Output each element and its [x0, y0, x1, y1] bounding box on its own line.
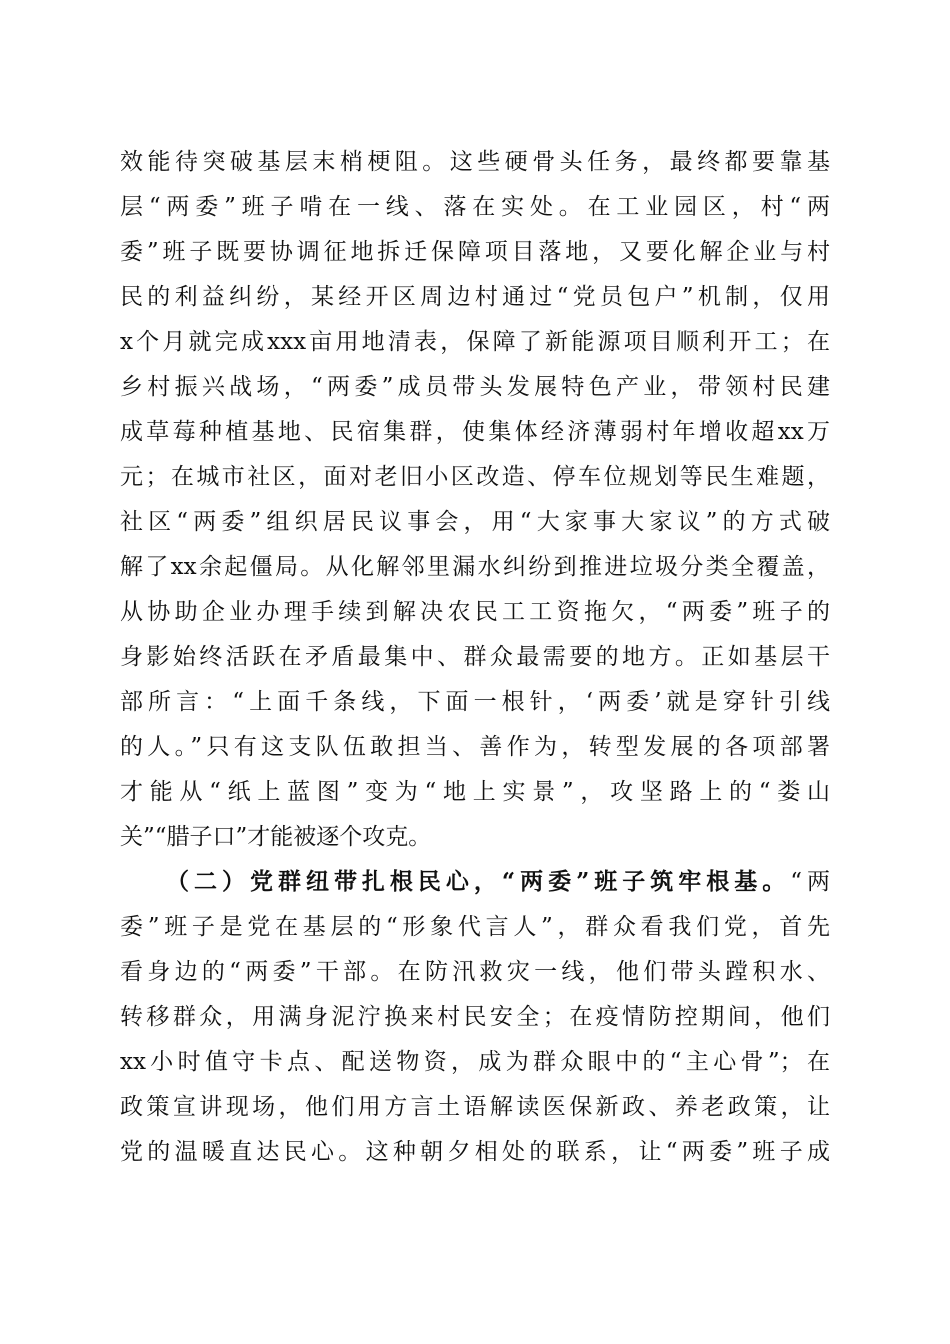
text-line: 成草莓种植基地、民宿集群，使集体经济薄弱村年增收超xx万	[120, 419, 830, 445]
text-line: xx小时值守卡点、配送物资，成为群众眼中的“主心骨”；在	[120, 1049, 830, 1075]
text-line: 身影始终活跃在矛盾最集中、群众最需要的地方。正如基层干	[120, 644, 830, 670]
text-line: 看身边的“两委”干部。在防汛救灾一线，他们带头蹚积水、	[120, 959, 830, 985]
text-line: 元；在城市社区，面对老旧小区改造、停车位规划等民生难题，	[120, 464, 830, 490]
text-line: 委”班子是党在基层的“形象代言人”，群众看我们党，首先	[120, 914, 830, 940]
section-heading: （二）党群纽带扎根民心，“两委”班子筑牢根基。	[166, 868, 791, 895]
section-heading-line	[166, 860, 830, 904]
text-line: 社区“两委”组织居民议事会，用“大家事大家议”的方式破	[120, 509, 830, 535]
text-line: 转移群众，用满身泥泞换来村民安全；在疫情防控期间，他们	[120, 1004, 830, 1030]
text-line: 部所言：“上面千条线，下面一根针，‘两委’就是穿针引线	[120, 689, 830, 715]
text-line: 层“两委”班子啃在一线、落在实处。在工业园区，村“两	[120, 194, 830, 220]
text-line: x个月就完成xxx亩用地清表，保障了新能源项目顺利开工；在	[120, 329, 830, 355]
text-line: 效能待突破基层末梢梗阻。这些硬骨头任务，最终都要靠基	[120, 149, 830, 175]
text-line: 才能从“纸上蓝图”变为“地上实景”，攻坚路上的“娄山	[120, 779, 830, 805]
text-line: 乡村振兴战场，“两委”成员带头发展特色产业，带领村民建	[120, 374, 830, 400]
text-line: 从协助企业办理手续到解决农民工工资拖欠，“两委”班子的	[120, 599, 830, 625]
text-line: 政策宣讲现场，他们用方言土语解读医保新政、养老政策，让	[120, 1094, 830, 1120]
text-line: 民的利益纠纷，某经开区周边村通过“党员包户”机制，仅用	[120, 284, 830, 310]
text-line: 党的温暖直达民心。这种朝夕相处的联系，让“两委”班子成	[120, 1139, 830, 1165]
text-line: 委”班子既要协调征地拆迁保障项目落地，又要化解企业与村	[120, 239, 830, 265]
text-line: 关”“腊子口”才能被逐个攻克。	[120, 824, 432, 850]
text-line: 解了xx余起僵局。从化解邻里漏水纠纷到推进垃圾分类全覆盖，	[120, 554, 830, 580]
text-line: 的人。”只有这支队伍敢担当、善作为，转型发展的各项部署	[120, 734, 830, 760]
heading-line-rest: “两	[790, 869, 830, 895]
